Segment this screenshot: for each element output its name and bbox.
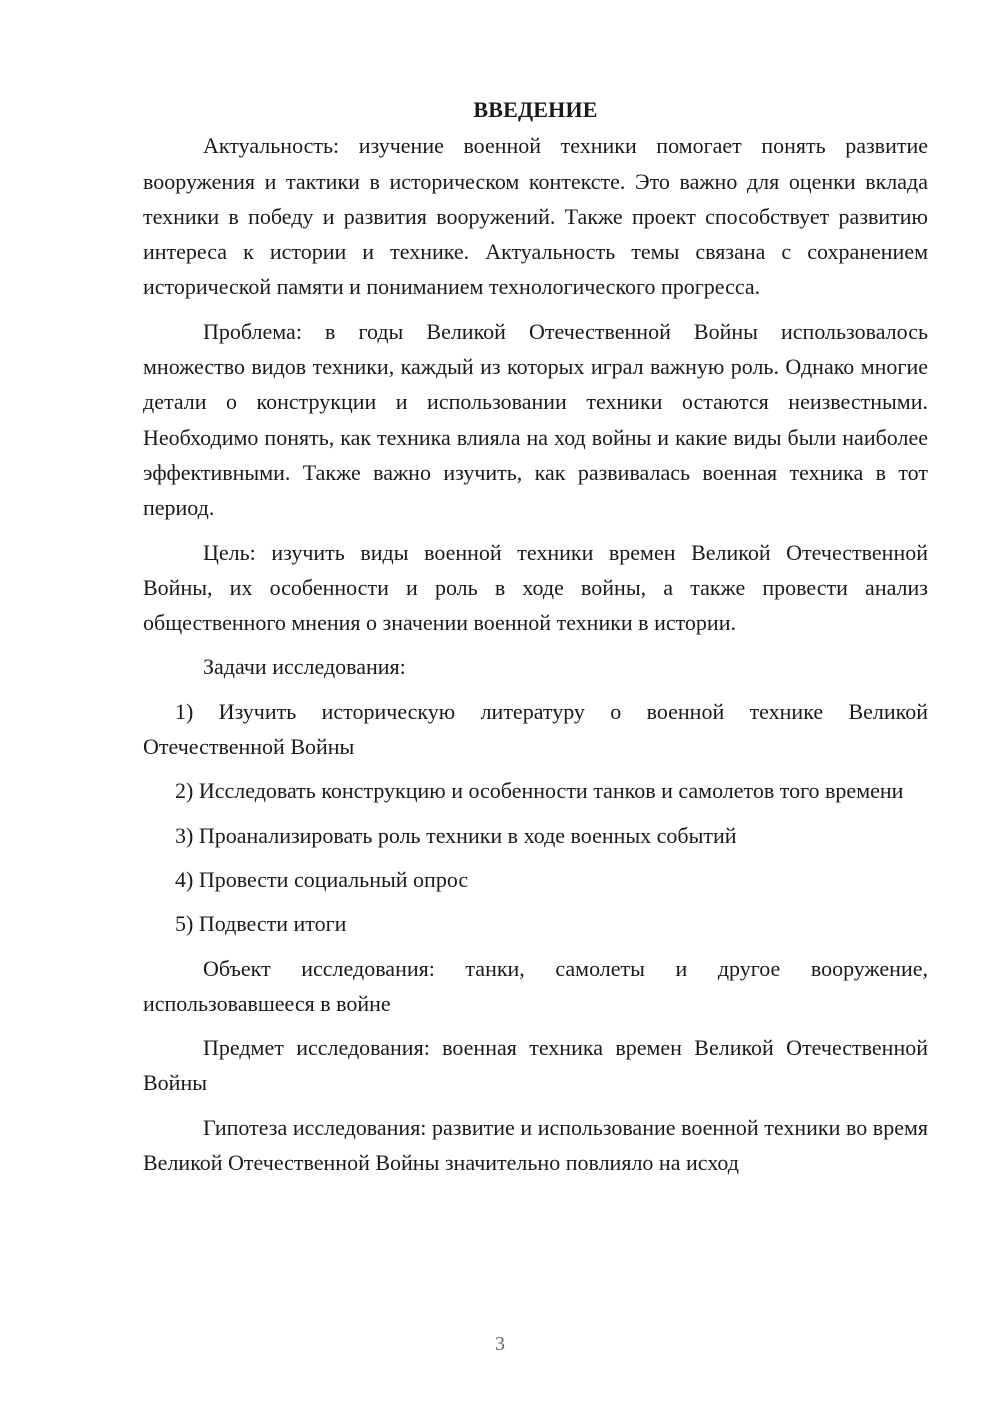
task-item: 3) Проанализировать роль техники в ходе военных событий: [175, 822, 737, 848]
paragraph-goal: Цель: изучить виды военной техники времен Великой Отечественной Войны, их особенности и роль в ходе войны, а также провести анализ общественного мнения о значении военной техники в истории.: [143, 539, 928, 636]
paragraph-problem: Проблема: в годы Великой Отечественной Войны использовалось множество видов техники, каждый из которых играл важную роль. Однако многие детали о конструкции и использовании техники остаются неизвестными. Необходимо понять, как техника влияла на ход войны и какие виды были наиболее эффективными. Также важно изучить, как развивалась военная техника в тот период.: [143, 318, 928, 521]
tasks-list: [143, 694, 928, 942]
paragraph-hypothesis: Гипотеза исследования: развитие и использование военной техники во время Великой Отечественной Войны значительно повлияло на исход: [143, 1114, 928, 1176]
paragraph-subject: Предмет исследования: военная техника времен Великой Отечественной Войны: [143, 1035, 928, 1096]
tasks-heading: Задачи исследования:: [203, 654, 406, 680]
task-item: 2) Исследовать конструкцию и особенности танков и самолетов того времени: [175, 778, 904, 804]
task-item: 1) Изучить историческую литературу о военной технике Великой Отечественной Войны: [143, 698, 928, 760]
paragraph-object: Объект исследования: танки, самолеты и другое вооружение, использовавшееся в войне: [143, 955, 928, 1016]
page-number: 3: [495, 1333, 505, 1355]
paragraph-relevance: Актуальность: изучение военной техники помогает понять развитие вооружения и тактики в историческом контексте. Это важно для оценки вклада техники в победу и развития вооружений. Также проект способствует развитию интереса к истории и технике. Актуальность темы связана с сохранением исторической памяти и пониманием технологического прогресса.: [143, 133, 928, 300]
task-item: 4) Провести социальный опрос: [175, 866, 469, 892]
task-item: 5) Подвести итоги: [175, 911, 347, 937]
page-content: [143, 92, 928, 1189]
page-title: ВВЕДЕНИЕ: [473, 97, 598, 122]
